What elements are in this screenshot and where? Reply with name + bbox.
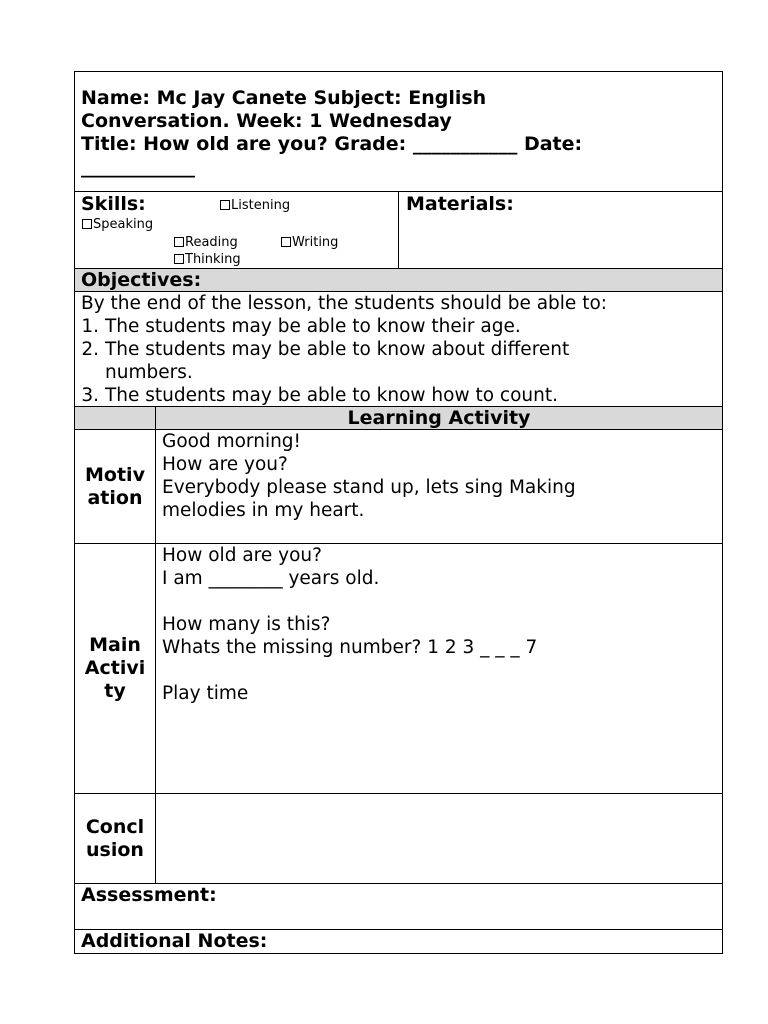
header-section [74,71,723,192]
main-activity-label-line: Activi [84,657,146,679]
main-activity-label-line: ty [104,680,126,702]
skill-writing[interactable]: Writing [281,234,338,251]
conclusion-content[interactable] [155,793,723,884]
checkbox-icon[interactable] [281,237,291,247]
objectives-body [74,291,723,407]
main-activity-line: Whats the missing number? 1 2 3 _ _ _ 7 [162,637,538,658]
conversation-week-line: Conversation. Week: 1 Wednesday [81,110,452,132]
checkbox-icon[interactable] [220,200,230,210]
materials-section [398,191,723,269]
learning-activity-title: Learning Activity [347,407,531,429]
conclusion-label-line: Concl [85,815,145,838]
motivation-label-line: Motiv [85,463,145,486]
main-activity-line [162,590,537,613]
main-activity-label-cell [74,543,156,794]
date-blank-line: ____________ [81,156,195,178]
learning-activity-header [155,406,723,430]
main-activity-line: Play time [162,683,249,704]
objective-item-continued: numbers. [105,362,193,383]
name-subject-line: Name: Mc Jay Canete Subject: English [81,87,487,109]
motivation-line: Good morning! [162,431,301,452]
main-activity-line: I am ________ years old. [162,568,380,589]
main-activity-content [155,543,723,794]
assessment-label: Assessment: [81,884,217,906]
learning-activity-left-header [74,406,156,430]
objective-item: 1. The students may be able to know their age. [81,316,521,337]
motivation-line: melodies in my heart. [162,500,365,521]
main-activity-line: How many is this? [162,614,331,635]
main-activity-line [162,659,537,682]
skill-listening[interactable]: Listening [220,197,290,214]
additional-notes-label: Additional Notes: [81,930,268,952]
objectives-label: Objectives: [81,269,202,291]
title-grade-date-line: Title: How old are you? Grade: ___________ Date: [81,133,583,155]
additional-notes-section [74,929,723,954]
objectives-intro: By the end of the lesson, the students should be able to: [81,293,607,314]
checkbox-icon[interactable] [174,237,184,247]
objective-item: 2. The students may be able to know about different [81,339,570,360]
main-activity-line: How old are you? [162,545,322,566]
checkbox-icon[interactable] [174,254,184,264]
motivation-label-line: ation [87,486,143,509]
skill-thinking[interactable]: Thinking [174,251,241,268]
motivation-line: Everybody please stand up, lets sing Making [162,477,576,498]
conclusion-label-line: usion [86,838,144,861]
objective-item: 3. The students may be able to know how to count. [81,385,559,406]
conclusion-label-cell [74,793,156,884]
skills-section [74,191,399,269]
lesson-plan-form [74,71,723,954]
motivation-line: How are you? [162,454,288,475]
checkbox-icon[interactable] [82,219,92,229]
main-activity-label-line: Main [89,634,141,656]
skills-label: Skills: [81,193,146,215]
motivation-content [155,429,723,544]
materials-label: Materials: [406,193,514,215]
assessment-section [74,883,723,930]
motivation-label-cell [74,429,156,544]
skill-reading[interactable]: Reading [174,234,238,251]
objectives-header [74,268,723,292]
skill-speaking[interactable]: Speaking [82,216,153,233]
